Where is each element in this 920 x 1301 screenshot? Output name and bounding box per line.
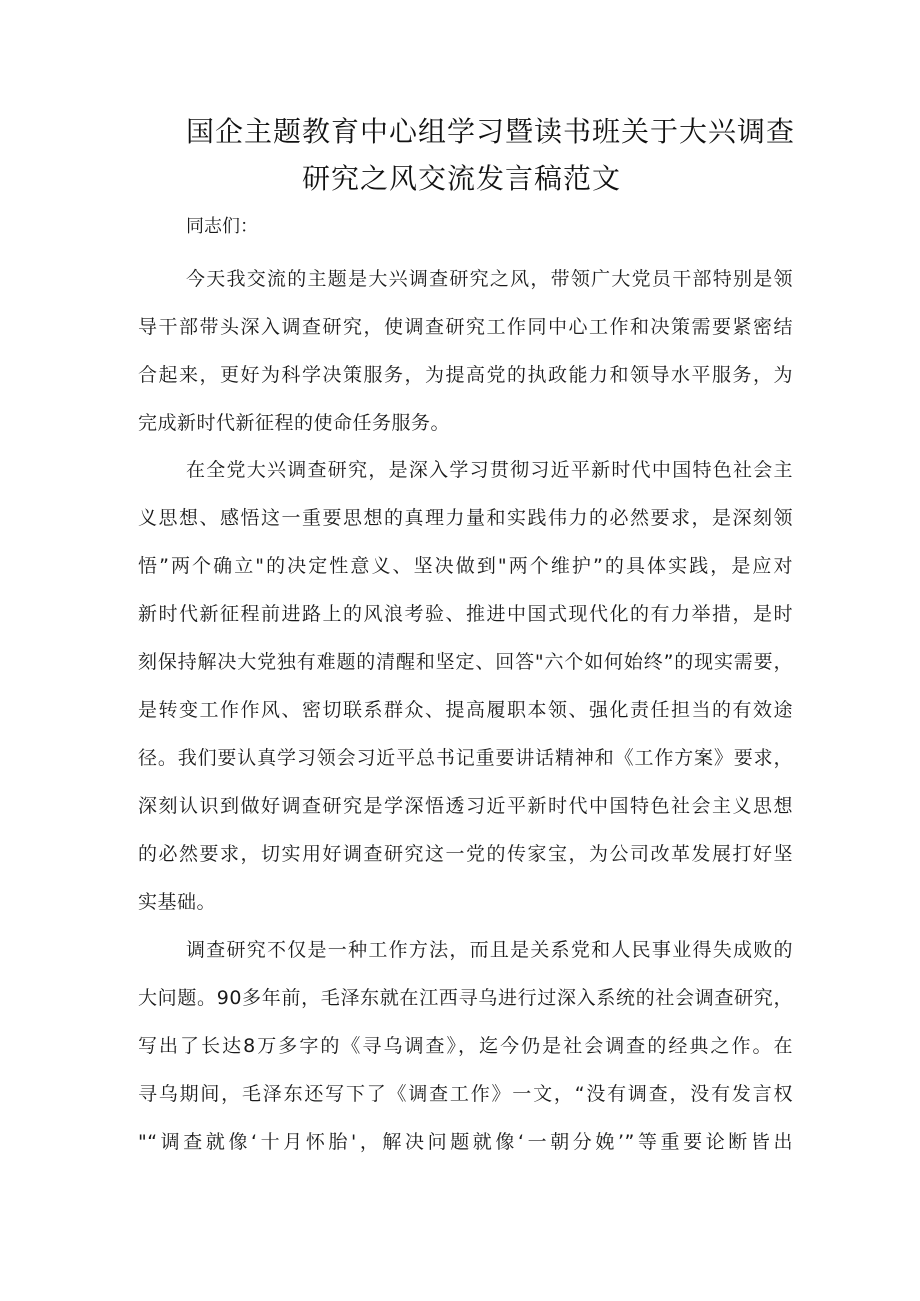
paragraph-line: 实基础。 [138,891,217,913]
paragraph-line: 径。我们要认真学习领会习近平总书记重要讲话精神和《工作方案》要求， [138,747,793,769]
paragraph-line: 在全党大兴调查研究，是深入学习贯彻习近平新时代中国特色社会主 [186,459,793,481]
paragraph-line: 寻乌期间，毛泽东还写下了《调查工作》一文，“没有调查，没有发言权 [138,1083,793,1105]
paragraph-line: 导干部带头深入调查研究，使调查研究工作同中心工作和决策需要紧密结 [138,316,793,338]
paragraph-line: 大问题。90多年前，毛泽东就在江西寻乌进行过深入系统的社会调查研究， [138,987,793,1009]
paragraph-line: 调查研究不仅是一种工作方法，而且是关系党和人民事业得失成败的 [186,939,793,961]
paragraph-line: 完成新时代新征程的使命任务服务。 [138,412,451,434]
paragraph-line: 新时代新征程前进路上的风浪考验、推进中国式现代化的有力举措，是时 [138,603,793,625]
paragraph-line: 是转变工作作风、密切联系群众、提高履职本领、强化责任担当的有效途 [138,699,793,721]
document-title-line-2: 研究之风交流发言稿范文 [302,162,622,195]
salutation: 同志们： [186,216,258,237]
paragraph-line: 写出了长达8万多字的《寻乌调查》，迄今仍是社会调查的经典之作。在 [138,1035,793,1057]
paragraph-line: "“调查就像‘十月怀胎'，解决问题就像‘一朝分娩’”等重要论断皆出 [138,1131,793,1153]
paragraph-line: 深刻认识到做好调查研究是学深悟透习近平新时代中国特色社会主义思想 [138,795,793,817]
paragraph-line: 今天我交流的主题是大兴调查研究之风，带领广大党员干部特别是领 [186,268,793,290]
paragraph-line: 义思想、感悟这一重要思想的真理力量和实践伟力的必然要求，是深刻领 [138,507,793,529]
paragraph-line: 悟”两个确立"的决定性意义、坚决做到"两个维护”的具体实践，是应对 [138,555,793,577]
paragraph-line: 刻保持解决大党独有难题的清醒和坚定、回答"六个如何始终”的现实需要， [138,651,793,673]
document-title-line-1: 国企主题教育中心组学习暨读书班关于大兴调查 [186,115,796,148]
paragraph-line: 的必然要求，切实用好调查研究这一党的传家宝，为公司改革发展打好坚 [138,843,793,865]
paragraph-line: 合起来，更好为科学决策服务，为提高党的执政能力和领导水平服务，为 [138,364,793,386]
